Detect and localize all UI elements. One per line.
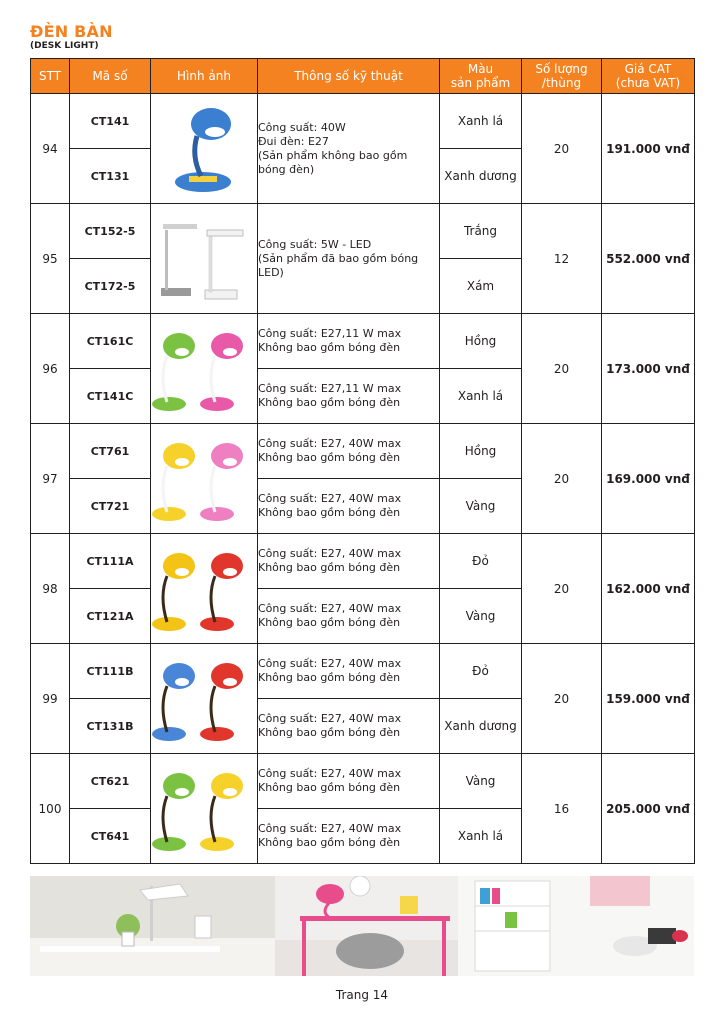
spec-line: Công suất: E27, 40W max bbox=[258, 547, 402, 560]
product-code: CT141 bbox=[70, 94, 151, 149]
product-spec bbox=[258, 644, 440, 699]
row-stt: 100 bbox=[31, 754, 70, 864]
product-image-cell bbox=[151, 644, 258, 754]
desk-lamp-image bbox=[151, 424, 257, 533]
spec-line: Không bao gồm bóng đèn bbox=[258, 341, 401, 354]
spec-line: Không bao gồm bóng đèn bbox=[258, 836, 401, 849]
product-image-cell bbox=[151, 424, 258, 534]
product-spec bbox=[258, 754, 440, 809]
product-price: 169.000 vnđ bbox=[602, 424, 695, 534]
spec-line: Không bao gồm bóng đèn bbox=[258, 781, 401, 794]
row-stt: 99 bbox=[31, 644, 70, 754]
product-code: CT152-5 bbox=[70, 204, 151, 259]
header-qty-line1: Số lượng bbox=[535, 62, 588, 76]
product-code: CT111A bbox=[70, 534, 151, 589]
header-stt: STT bbox=[31, 59, 70, 94]
product-code: CT131B bbox=[70, 699, 151, 754]
product-price: 552.000 vnđ bbox=[602, 204, 695, 314]
product-image-cell bbox=[151, 754, 258, 864]
spec-line: Công suất: E27, 40W max bbox=[258, 602, 402, 615]
product-image-cell bbox=[151, 94, 258, 204]
spec-line: Công suất: E27, 40W max bbox=[258, 822, 402, 835]
product-color: Hồng bbox=[440, 314, 522, 369]
header-image: Hình ảnh bbox=[151, 59, 258, 94]
spec-line: Không bao gồm bóng đèn bbox=[258, 506, 401, 519]
spec-line: (Sản phẩm đã bao gồm bóng LED) bbox=[258, 251, 419, 279]
product-color: Vàng bbox=[440, 479, 522, 534]
quantity-per-carton: 20 bbox=[522, 644, 602, 754]
header-price-line2: (chưa VAT) bbox=[615, 76, 681, 90]
table-row bbox=[31, 534, 695, 589]
quantity-per-carton: 16 bbox=[522, 754, 602, 864]
row-stt: 96 bbox=[31, 314, 70, 424]
product-price: 162.000 vnđ bbox=[602, 534, 695, 644]
product-code: CT161C bbox=[70, 314, 151, 369]
spec-line: bóng đèn) bbox=[258, 162, 315, 176]
header-color bbox=[440, 59, 522, 94]
header-code: Mã số bbox=[70, 59, 151, 94]
row-stt: 97 bbox=[31, 424, 70, 534]
product-spec bbox=[258, 699, 440, 754]
header-price-line1: Giá CAT bbox=[624, 62, 672, 76]
desk-lamp-image bbox=[151, 94, 257, 203]
spec-line: Không bao gồm bóng đèn bbox=[258, 726, 401, 739]
spec-line: (Sản phẩm không bao gồm bbox=[258, 148, 408, 162]
product-code: CT761 bbox=[70, 424, 151, 479]
spec-line: Công suất: E27, 40W max bbox=[258, 767, 402, 780]
product-spec bbox=[258, 809, 440, 864]
product-code: CT641 bbox=[70, 809, 151, 864]
product-spec bbox=[258, 424, 440, 479]
product-spec bbox=[258, 534, 440, 589]
table-row bbox=[31, 754, 695, 809]
product-image-cell bbox=[151, 314, 258, 424]
quantity-per-carton: 20 bbox=[522, 424, 602, 534]
product-color: Xanh lá bbox=[440, 369, 522, 424]
product-code: CT131 bbox=[70, 149, 151, 204]
product-image-cell bbox=[151, 204, 258, 314]
desk-lamp-image bbox=[151, 754, 257, 863]
product-price: 159.000 vnđ bbox=[602, 644, 695, 754]
spec-line: Công suất: E27, 40W max bbox=[258, 712, 402, 725]
product-spec bbox=[258, 204, 440, 314]
spec-line: Công suất: E27,11 W max bbox=[258, 327, 402, 340]
product-code: CT121A bbox=[70, 589, 151, 644]
header-qty bbox=[522, 59, 602, 94]
product-spec bbox=[258, 589, 440, 644]
banner-image bbox=[30, 876, 694, 976]
desk-lamp-image bbox=[151, 204, 257, 313]
header-color-line2: sản phẩm bbox=[450, 76, 511, 90]
row-stt: 95 bbox=[31, 204, 70, 314]
table-row bbox=[31, 204, 695, 259]
product-code: CT111B bbox=[70, 644, 151, 699]
product-spec bbox=[258, 369, 440, 424]
quantity-per-carton: 20 bbox=[522, 534, 602, 644]
row-stt: 98 bbox=[31, 534, 70, 644]
page-subtitle: (DESK LIGHT) bbox=[30, 41, 99, 51]
spec-line: Công suất: 5W - LED bbox=[258, 237, 372, 251]
spec-line: Công suất: E27,11 W max bbox=[258, 382, 402, 395]
product-code: CT721 bbox=[70, 479, 151, 534]
product-code: CT141C bbox=[70, 369, 151, 424]
spec-line: Không bao gồm bóng đèn bbox=[258, 671, 401, 684]
product-price: 173.000 vnđ bbox=[602, 314, 695, 424]
table-row bbox=[31, 314, 695, 369]
interior-photo-banner bbox=[30, 876, 694, 976]
product-color: Xanh dương bbox=[440, 699, 522, 754]
spec-line: Không bao gồm bóng đèn bbox=[258, 561, 401, 574]
desk-lamp-image bbox=[151, 644, 257, 753]
product-price: 205.000 vnđ bbox=[602, 754, 695, 864]
header-color-line1: Màu bbox=[467, 62, 494, 76]
table-row bbox=[31, 94, 695, 149]
product-color: Hồng bbox=[440, 424, 522, 479]
header-price bbox=[602, 59, 695, 94]
page-number: Trang 14 bbox=[335, 988, 389, 1002]
row-stt: 94 bbox=[31, 94, 70, 204]
spec-line: Không bao gồm bóng đèn bbox=[258, 451, 401, 464]
product-spec bbox=[258, 314, 440, 369]
spec-line: Công suất: E27, 40W max bbox=[258, 657, 402, 670]
spec-line: Đui đèn: E27 bbox=[258, 134, 329, 148]
quantity-per-carton: 12 bbox=[522, 204, 602, 314]
spec-line: Công suất: 40W bbox=[258, 120, 346, 134]
product-color: Đỏ bbox=[440, 644, 522, 699]
product-code: CT621 bbox=[70, 754, 151, 809]
product-color: Xanh lá bbox=[440, 809, 522, 864]
spec-line: Công suất: E27, 40W max bbox=[258, 437, 402, 450]
product-color: Vàng bbox=[440, 589, 522, 644]
table-header-row bbox=[31, 59, 695, 94]
product-spec bbox=[258, 479, 440, 534]
desk-lamp-image bbox=[151, 314, 257, 423]
header-spec: Thông số kỹ thuật bbox=[258, 59, 440, 94]
page-title: ĐÈN BÀN bbox=[30, 22, 113, 41]
product-color: Vàng bbox=[440, 754, 522, 809]
table-row bbox=[31, 424, 695, 479]
product-color: Xanh dương bbox=[440, 149, 522, 204]
product-color: Đỏ bbox=[440, 534, 522, 589]
spec-line: Không bao gồm bóng đèn bbox=[258, 396, 401, 409]
product-table bbox=[30, 58, 695, 864]
product-color: Xám bbox=[440, 259, 522, 314]
product-color: Trắng bbox=[440, 204, 522, 259]
quantity-per-carton: 20 bbox=[522, 314, 602, 424]
product-spec bbox=[258, 94, 440, 204]
spec-line: Không bao gồm bóng đèn bbox=[258, 616, 401, 629]
product-code: CT172-5 bbox=[70, 259, 151, 314]
header-qty-line2: /thùng bbox=[541, 76, 582, 90]
product-color: Xanh lá bbox=[440, 94, 522, 149]
product-image-cell bbox=[151, 534, 258, 644]
desk-lamp-image bbox=[151, 534, 257, 643]
product-price: 191.000 vnđ bbox=[602, 94, 695, 204]
quantity-per-carton: 20 bbox=[522, 94, 602, 204]
spec-line: Công suất: E27, 40W max bbox=[258, 492, 402, 505]
table-row bbox=[31, 644, 695, 699]
